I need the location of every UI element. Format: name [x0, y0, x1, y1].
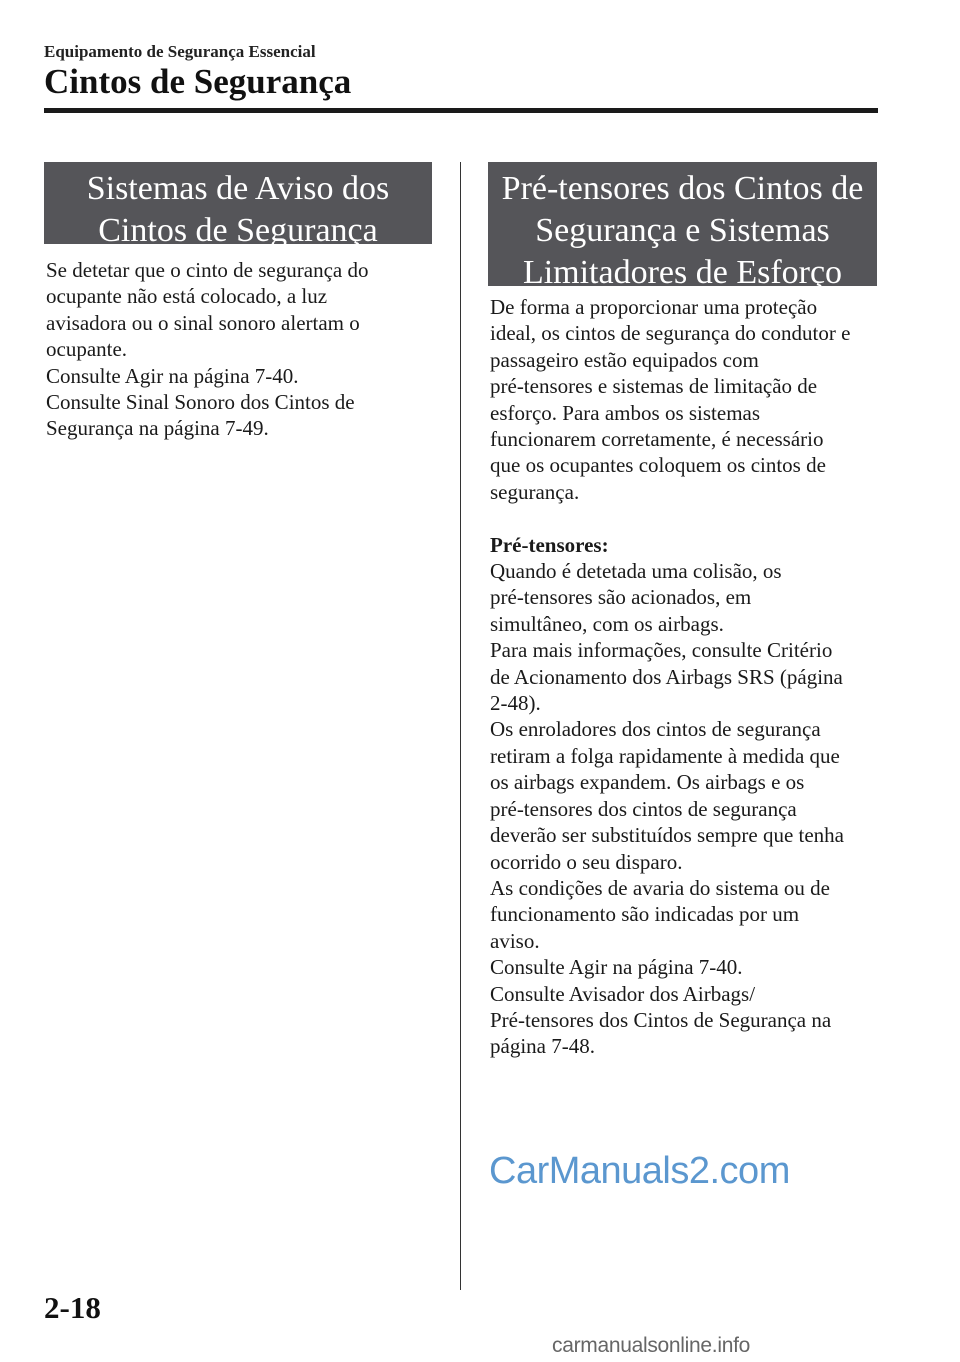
text-line: avisadora ou o sinal sonoro alertam o [46, 310, 360, 335]
section-title-line: Segurança e Sistemas [535, 212, 830, 249]
section-title-line: Pré-tensores dos Cintos de [501, 170, 864, 207]
page-number: 2-18 [44, 1290, 101, 1325]
text-line: As condições de avaria do sistema ou de [490, 875, 830, 900]
column-divider [460, 162, 461, 1290]
text-line: ocupante não está colocado, a luz [46, 284, 328, 309]
text-line: os airbags expandem. Os airbags e os [490, 770, 805, 795]
text-line: de Acionamento dos Airbags SRS (página [490, 664, 843, 689]
header-rule [44, 108, 878, 113]
text-line: deverão ser substituídos sempre que tenha [490, 823, 844, 848]
text-line: funcionamento são indicadas por um [490, 902, 800, 927]
text-line: Se detetar que o cinto de segurança do [46, 258, 369, 282]
text-line: Quando é detetada uma colisão, os [490, 559, 782, 584]
text-line: Consulte Agir na página 7-40. [46, 363, 299, 388]
text-line: Para mais informações, consulte Critério [490, 638, 833, 663]
paragraph-gap [490, 505, 890, 531]
text-line: Os enroladores dos cintos de segurança [490, 717, 821, 742]
text-line: passageiro estão equipados com [490, 347, 759, 372]
text-line: Consulte Avisador dos Airbags/ [490, 981, 756, 1006]
text-line: 2-48). [490, 691, 541, 716]
section-title-pretensioners [488, 162, 877, 291]
text-line: pré-tensores são acionados, em [490, 585, 752, 610]
text-line: ideal, os cintos de segurança do condutor e [490, 321, 851, 346]
section-title-line: Limitadores de Esforço [522, 254, 843, 291]
text-line: ocupante. [46, 337, 128, 362]
text-line: esforço. Para ambos os sistemas [490, 400, 761, 425]
text-line: pré-tensores e sistemas de limitação de [490, 374, 818, 399]
right-body-text [490, 294, 890, 1060]
text-line: funcionarem corretamente, é necessário [490, 427, 824, 452]
text-line: Consulte Agir na página 7-40. [490, 955, 743, 980]
text-line: simultâneo, com os airbags. [490, 611, 724, 636]
text-line: ocorrido o seu disparo. [490, 849, 683, 874]
section-title-seatbelt-warning [44, 162, 432, 249]
text-line: Pré-tensores dos Cintos de Segurança na [490, 1007, 832, 1032]
section-title-line: Sistemas de Aviso dos [86, 170, 390, 207]
text-line: página 7-48. [490, 1034, 595, 1059]
text-line: retiram a folga rapidamente à medida que [490, 743, 840, 768]
watermark: CarManuals2.com [489, 1150, 790, 1192]
text-line: pré-tensores dos cintos de segurança [490, 796, 797, 821]
text-line: De forma a proporcionar uma proteção [490, 295, 818, 319]
text-line: segurança. [490, 479, 580, 504]
header-kicker: Equipamento de Segurança Essencial [44, 42, 316, 61]
text-line: aviso. [490, 928, 540, 953]
section-title-line: Cintos de Segurança [98, 212, 378, 249]
footer-site-link[interactable]: carmanualsonline.info [552, 1334, 750, 1357]
left-body-text [46, 257, 446, 442]
page-title: Cintos de Segurança [44, 62, 352, 101]
text-line: Segurança na página 7-49. [46, 416, 269, 441]
text-line: que os ocupantes coloquem os cintos de [490, 453, 826, 478]
subheading-pretensioners: Pré-tensores: [490, 532, 609, 557]
text-line: Consulte Sinal Sonoro dos Cintos de [46, 390, 355, 415]
